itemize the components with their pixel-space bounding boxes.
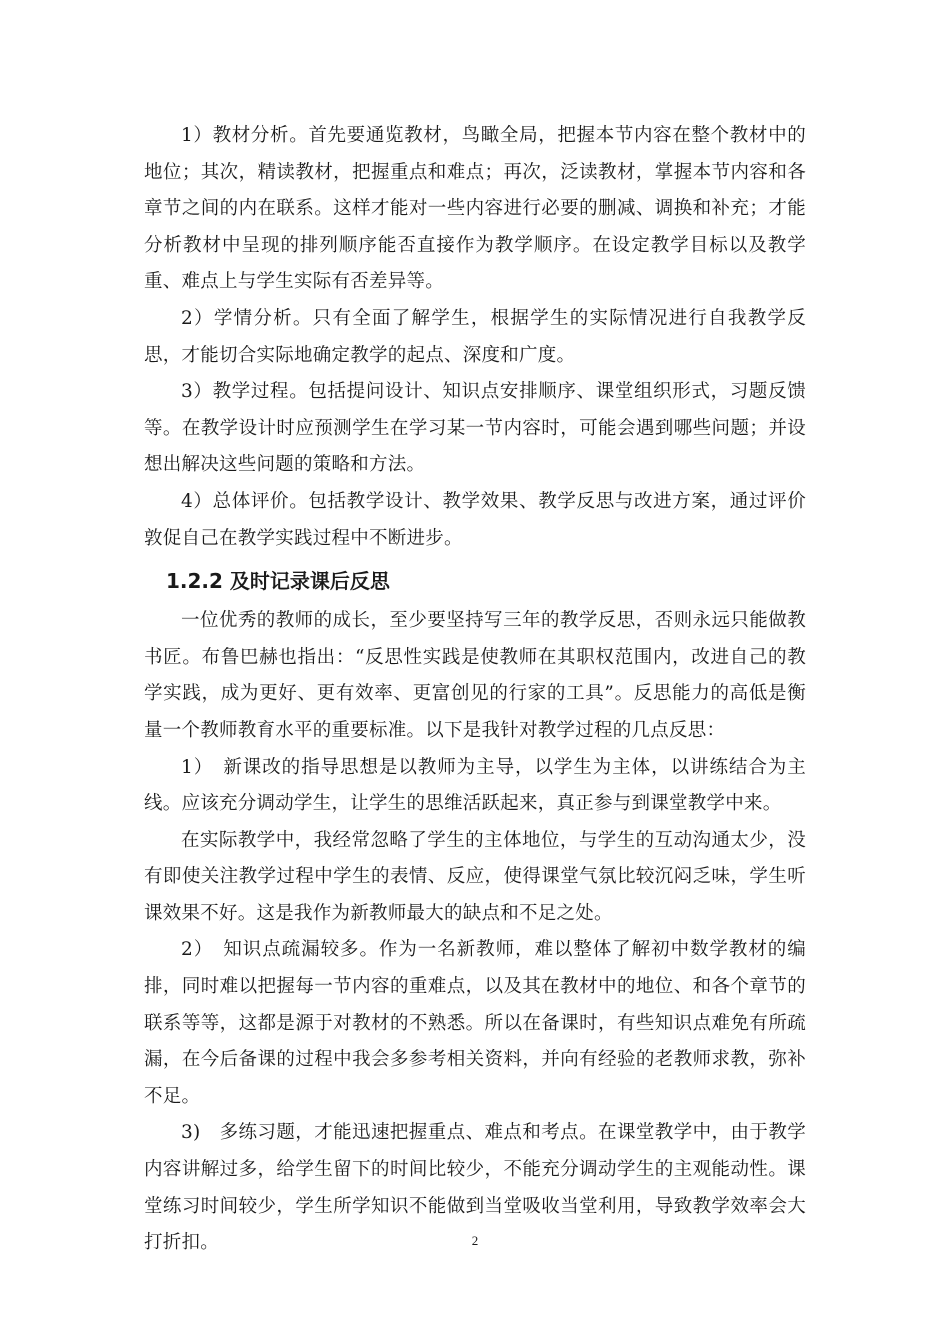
- paragraph-textbook-analysis: 1）教材分析。首先要通览教材，鸟瞰全局，把握本节内容在整个教材中的地位；其次，精读教材，把握重点和难点；再次，泛读教材，掌握本节内容和各章节之间的内在联系。这样才能对一些内容进行必要的删减、调换和补充；才能分析教材中呈现的排列顺序能否直接作为教学顺序。在设定教学目标以及教学重、难点上与学生实际有否差异等。: [144, 125, 806, 293]
- paragraph-overall-evaluation: 4）总体评价。包括教学设计、教学效果、教学反思与改进方案，通过评价敦促自己在教学实践过程中不断进步。: [144, 490, 806, 549]
- page-number: 2: [471, 1233, 479, 1248]
- page-body: [144, 118, 806, 1262]
- paragraph-reflection-1-detail: 在实际教学中，我经常忽略了学生的主体地位，与学生的互动沟通太少，没有即使关注教学过程中学生的表情、反应，使得课堂气氛比较沉闷乏味，学生听课效果不好。这是我作为新教师最大的缺点和不足之处。: [144, 829, 806, 924]
- paragraph-reflection-1: 1） 新课改的指导思想是以教师为主导，以学生为主体，以讲练结合为主线。应该充分调动学生，让学生的思维活跃起来，真正参与到课堂教学中来。: [144, 756, 806, 815]
- paragraph-reflection-2: 2） 知识点疏漏较多。作为一名新教师，难以整体了解初中数学教材的编排，同时难以把握每一节内容的重难点，以及其在教材中的地位、和各个章节的联系等等，这都是源于对教材的不熟悉。所以在备课时，有些知识点难免有所疏漏，在今后备课的过程中我会多参考相关资料，并向有经验的老教师求教，弥补不足。: [144, 939, 806, 1107]
- paragraph-intro-reflection: 一位优秀的教师的成长，至少要坚持写三年的教学反思，否则永远只能做教书匠。布鲁巴赫也指出：“反思性实践是使教师在其职权范围内，改进自己的教学实践，成为更好、更有效率、更富创见的行家的工具”。反思能力的高低是衡量一个教师教育水平的重要标准。以下是我针对教学过程的几点反思：: [144, 610, 806, 741]
- paragraph-student-analysis: 2）学情分析。只有全面了解学生，根据学生的实际情况进行自我教学反思，才能切合实际地确定教学的起点、深度和广度。: [144, 307, 806, 366]
- paragraph-reflection-3: 3) 多练习题，才能迅速把握重点、难点和考点。在课堂教学中，由于教学内容讲解过多，给学生留下的时间比较少，不能充分调动学生的主观能动性。课堂练习时间较少，学生所学知识不能做到当堂吸收当堂利用，导致教学效率会大打折扣。: [144, 1122, 806, 1254]
- section-heading: 1.2.2 及时记录课后反思: [166, 569, 390, 594]
- paragraph-teaching-process: 3）教学过程。包括提问设计、知识点安排顺序、课堂组织形式，习题反馈等。在教学设计时应预测学生在学习某一节内容时，可能会遇到哪些问题；并设想出解决这些问题的策略和方法。: [144, 381, 806, 476]
